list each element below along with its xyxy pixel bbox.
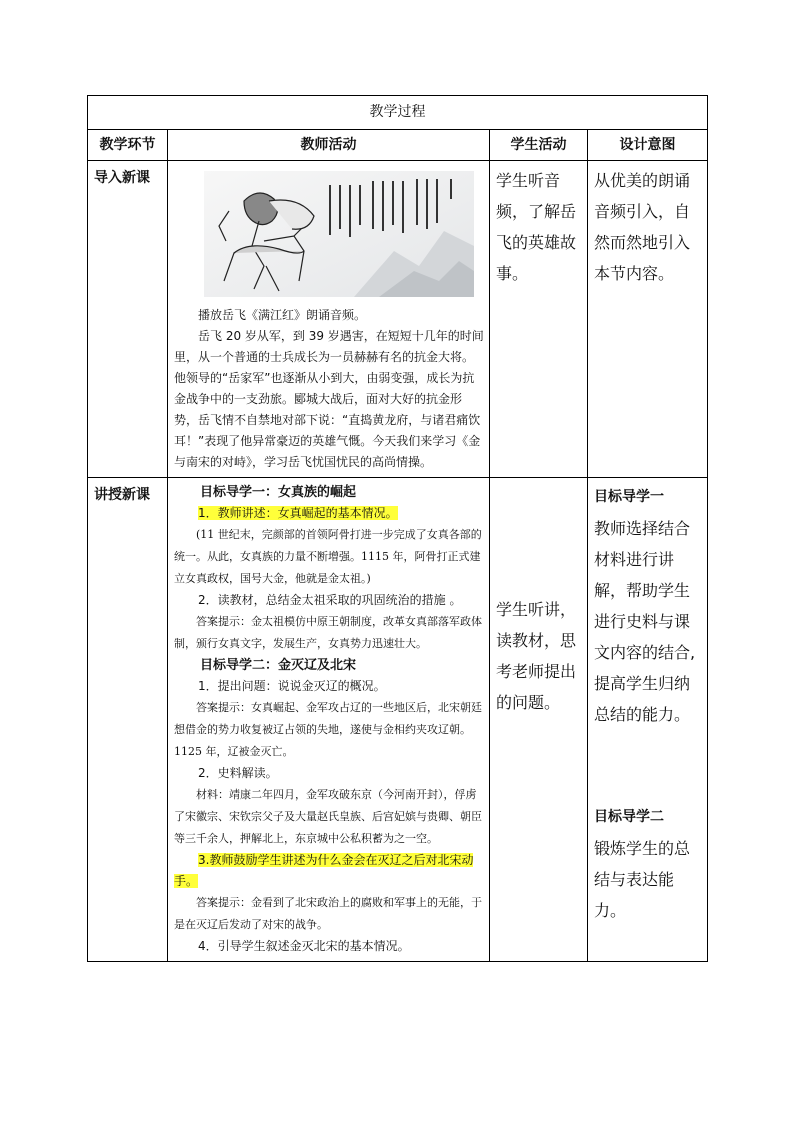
goal1-item2-answer: 答案提示：金太祖模仿中原王朝制度，改革女真部落军政体制，颁行女真文字，发展生产，女真势力迅速壮大。 — [174, 615, 482, 650]
goal1-item1: 1．教师讲述：女真崛起的基本情况。 — [198, 506, 398, 520]
lesson-process-table — [87, 95, 708, 962]
intent-goal1-label: 目标导学一 — [594, 489, 664, 505]
teacher-intro-line2: 岳飞 20 岁从军，到 39 岁遇害，在短短十几年的时间里，从一个普通的士兵成长为一员赫赫有名的抗金大将。他领导的“岳家军”也逐渐从小到大，由弱变强，成长为抗金战争中的一支劲旅。郾城大战后，面对大好的抗金形势，岳飞情不自禁地对部下说：“直捣黄龙府，与诸君痛饮耳！”表现了他异常豪迈的英雄气慨。今天我们来学习《金与南宋的对峙》，学习岳飞忧国忧民的高尚情操。 — [174, 329, 484, 469]
teacher-activity-lesson — [168, 478, 490, 962]
intent-goal2-text: 锻炼学生的总结与表达能力。 — [594, 839, 691, 920]
intent-lesson — [588, 478, 708, 962]
goal2-item2-material: 材料：靖康二年四月，金军攻破东京（今河南开封），俘虏了宋徽宗、宋钦宗父子及大量赵氏皇族、后宫妃嫔与贵卿、朝臣等三千余人，押解北上，东京城中公私积蓄为之一空。 — [174, 788, 482, 845]
table-title: 教学过程 — [88, 96, 708, 130]
student-activity-intro — [490, 161, 588, 478]
intent-goal2-label: 目标导学二 — [594, 809, 664, 825]
goal1-heading: 目标导学一：女真族的崛起 — [200, 485, 357, 500]
yue-fei-horseback-painting-icon — [204, 171, 474, 297]
goal2-heading: 目标导学二：金灭辽及北宋 — [200, 658, 357, 673]
intent-goal1-text: 教师选择结合材料进行讲解，帮助学生进行史料与课文内容的结合,提高学生归纳总结的能力。 — [594, 519, 696, 724]
header-student: 学生活动 — [490, 130, 588, 161]
table-row — [88, 161, 708, 478]
goal2-item2: 2．史料解读。 — [198, 766, 278, 780]
goal2-item3: 3.教师鼓励学生讲述为什么金会在灭辽之后对北宋动手。 — [174, 853, 474, 888]
student-activity-lesson — [490, 478, 588, 962]
stage-new-lesson: 讲授新课 — [88, 478, 168, 962]
goal2-item1-answer: 答案提示：女真崛起、金军攻占辽的一些地区后，北宋朝廷想借金的势力收复被辽占领的失地，遂使与金相约夹攻辽朝。1125 年，辽被金灭亡。 — [174, 701, 482, 758]
goal2-item3-answer: 答案提示：金看到了北宋政治上的腐败和军事上的无能，于是在灭辽后发动了对宋的战争。 — [174, 896, 482, 931]
intent-intro-text: 从优美的朗诵音频引入，自然而然地引入本节内容。 — [594, 171, 691, 283]
teacher-intro-line1: 播放岳飞《满江红》朗诵音频。 — [198, 308, 367, 322]
header-teacher: 教师活动 — [168, 130, 490, 161]
goal1-item2: 2．读教材，总结金太祖采取的巩固统治的措施 。 — [198, 593, 462, 607]
stage-intro: 导入新课 — [88, 161, 168, 478]
intent-intro — [588, 161, 708, 478]
header-stage: 教学环节 — [88, 130, 168, 161]
teacher-activity-intro — [168, 161, 490, 478]
goal2-item4: 4．引导学生叙述金灭北宋的基本情况。 — [198, 939, 410, 953]
table-row — [88, 478, 708, 962]
student-intro-text: 学生听音频，了解岳飞的英雄故事。 — [496, 171, 577, 283]
student-lesson-text: 学生听讲，读教材，思考老师提出的问题。 — [496, 600, 577, 712]
header-intent: 设计意图 — [588, 130, 708, 161]
goal2-item1: 1．提出问题：说说金灭辽的概况。 — [198, 679, 386, 693]
goal1-item1-detail: (11 世纪末，完颜部的首领阿骨打进一步完成了女真各部的统一。从此，女真族的力量不断增强。1115 年，阿骨打正式建立女真政权，国号大金，他就是金太祖。) — [174, 528, 482, 585]
